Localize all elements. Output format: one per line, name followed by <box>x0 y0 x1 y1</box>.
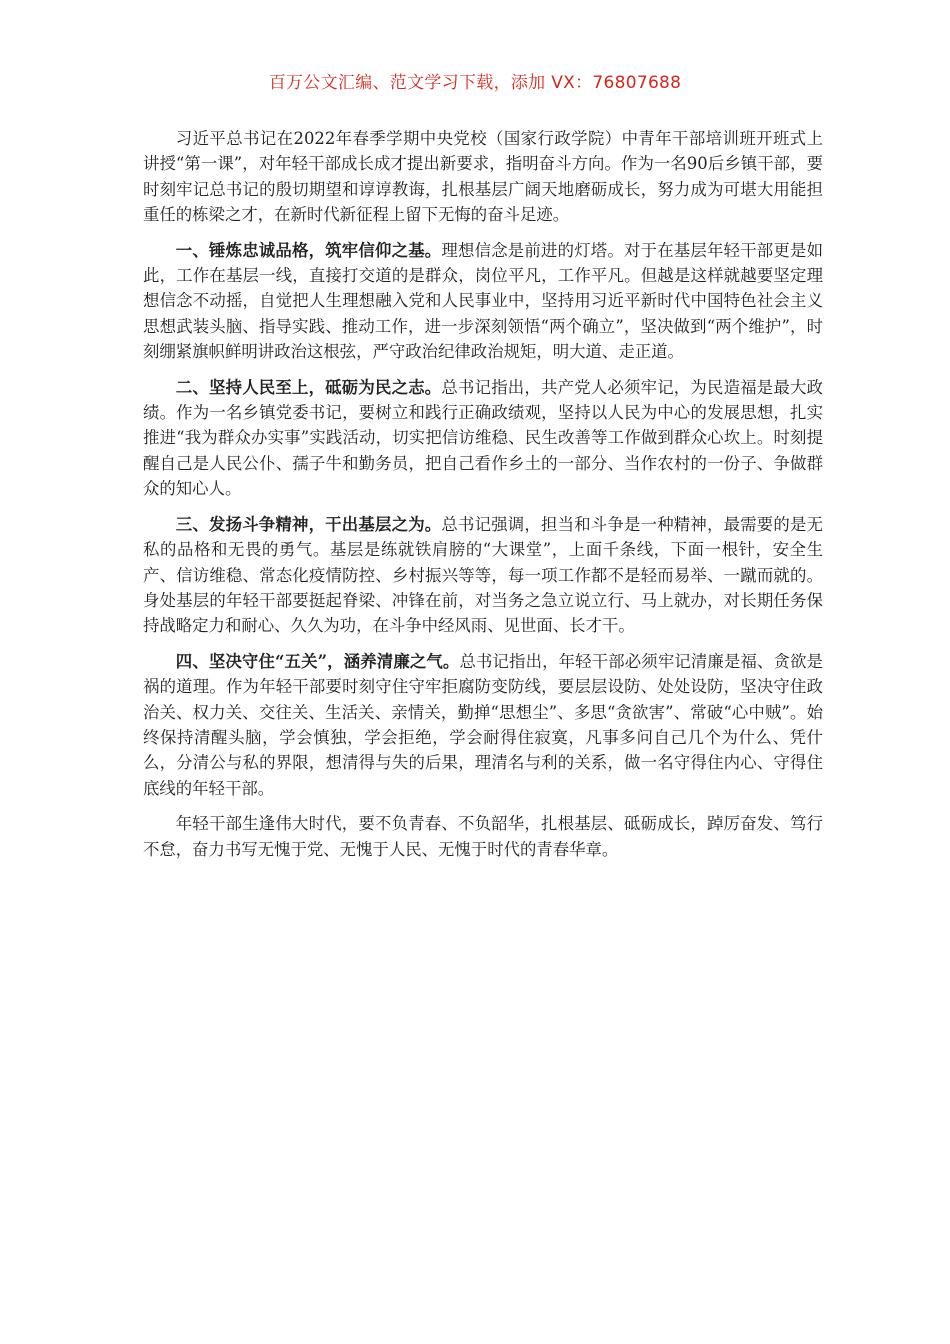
conclusion-paragraph: 年轻干部生逢伟大时代，要不负青春、不负韶华，扎根基层、砥砺成长，踔厉奋发、笃行不怠，奋力书写无愧于党、无愧于人民、无愧于时代的青春华章。 <box>143 814 823 859</box>
section-heading-1: 一、锤炼忠诚品格，筑牢信仰之基。 <box>175 240 442 260</box>
promo-banner: 百万公文汇编、范文学习下载，添加 VX：76807688 <box>268 73 682 93</box>
section-heading-3: 三、发扬斗争精神，干出基层之为。 <box>175 514 442 534</box>
intro-paragraph: 习近平总书记在2022年春季学期中央党校（国家行政学院）中青年干部培训班开班式上讲授“第一课”，对年轻干部成长成才提出新要求，指明奋斗方向。作为一名90后乡镇干部，要时刻牢记总书记的殷切期望和谆谆教诲，扎根基层广阔天地磨砺成长，努力成为可堪大用能担重任的栋梁之才，在新时代新征程上留下无悔的奋斗足迹。 <box>143 129 823 225</box>
section-paragraph-1 <box>143 238 823 365</box>
section-text-1: 理想信念是前进的灯塔。对于在基层年轻干部更是如此，工作在基层一线，直接打交道的是群众，岗位平凡，工作平凡。但越是这样就越要坚定理想信念不动摇，自觉把人生理想融入党和人民事业中，坚持用习近平新时代中国特色社会主义思想武装头脑、指导实践、推动工作，进一步深刻领悟“两个确立”，坚决做到“两个维护”，时刻绷紧旗帜鲜明讲政治这根弦，严守政治纪律政治规矩，明大道、走正道。 <box>143 240 824 362</box>
section-paragraph-4 <box>143 649 823 801</box>
section-heading-2: 二、坚持人民至上，砥砺为民之志。 <box>175 377 442 397</box>
section-paragraph-3 <box>143 512 823 639</box>
section-paragraph-2 <box>143 375 823 502</box>
section-text-3: 总书记强调，担当和斗争是一种精神，最需要的是无私的品格和无畏的勇气。基层是练就铁肩膀的“大课堂”，上面千条线，下面一根针，安全生产、信访维稳、常态化疫情防控、乡村振兴等等，每一项工作都不是轻而易举、一蹴而就的。身处基层的年轻干部要挺起脊梁、冲锋在前，对当务之急立说立行、马上就办，对长期任务保持战略定力和耐心、久久为功，在斗争中经风雨、见世面、长才干。 <box>143 514 824 636</box>
section-text-4: 总书记指出，年轻干部必须牢记清廉是福、贪欲是祸的道理。作为年轻干部要时刻守住守牢拒腐防变防线，要层层设防、处处设防，坚决守住政治关、权力关、交往关、生活关、亲情关，勤掸“思想尘”、多思“贪欲害”、常破“心中贼”。始终保持清醒头脑，学会慎独，学会拒绝，学会耐得住寂寞，凡事多问自己几个为什么、凭什么，分清公与私的界限，想清得与失的后果，理清名与利的关系，做一名守得住内心、守得住底线的年轻干部。 <box>143 651 824 798</box>
section-heading-4: 四、坚决守住“五关”，涵养清廉之气。 <box>175 651 460 671</box>
section-text-2: 总书记指出，共产党人必须牢记，为民造福是最大政绩。作为一名乡镇党委书记，要树立和践行正确政绩观，坚持以人民为中心的发展思想，扎实推进“我为群众办实事”实践活动，切实把信访维稳、民生改善等工作做到群众心坎上。时刻提醒自己是人民公仆、孺子牛和勤务员，把自己看作乡土的一部分、当作农村的一份子、争做群众的知心人。 <box>143 377 824 499</box>
article-body <box>143 126 823 872</box>
